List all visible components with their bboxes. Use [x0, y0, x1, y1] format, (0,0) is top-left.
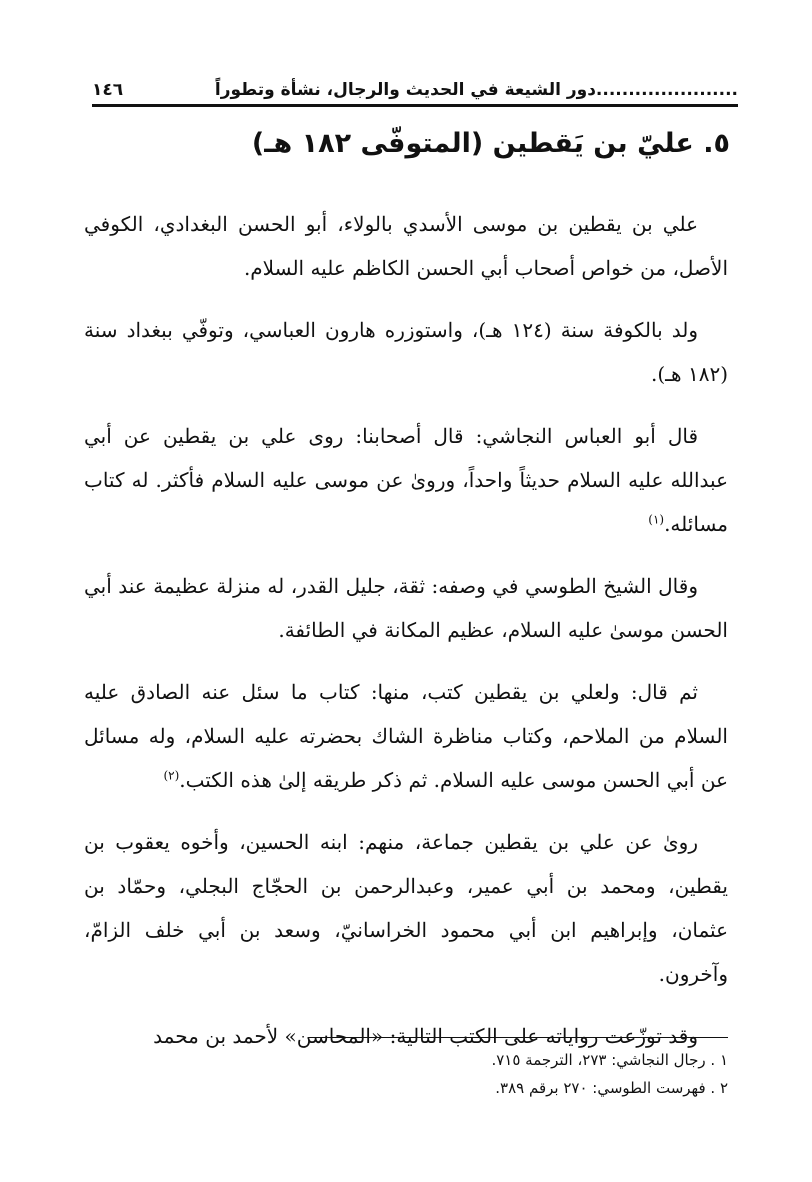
footnote: ٢ . فهرست الطوسي: ٢٧٠ برقم ٣٨٩.: [495, 1079, 728, 1097]
footnote-divider: [308, 1037, 728, 1038]
paragraph: ولد بالكوفة سنة (١٢٤ هـ)، واستوزره هارون العباسي، وتوفّي ببغداد سنة (١٨٢ هـ).: [84, 318, 728, 386]
paragraph-text: ثم قال: ولعلي بن يقطين كتب، منها: كتاب ما سئل عنه الصادق عليه السلام من الملاحم، وكتاب مناظرة الشاك بحضرته عليه السلام، وله مسائل عن أبي الحسن موسى عليه السلام. ثم ذكر طريقه إلىٰ هذه الكتب.: [84, 680, 728, 792]
footnote-ref[interactable]: (٢): [163, 768, 180, 783]
paragraph-with-footnote: [84, 670, 728, 802]
paragraph-text: قال أبو العباس النجاشي: قال أصحابنا: روى علي بن يقطين عن أبي عبدالله عليه السلام حديثاً واحداً، وروىٰ عن موسى عليه السلام فأكثر. له كتاب مسائله.: [84, 424, 728, 536]
paragraph-with-footnote: [84, 414, 728, 546]
footnote-ref[interactable]: (١): [648, 512, 665, 527]
page-number: ١٤٦: [92, 80, 124, 100]
running-header: [92, 66, 738, 107]
paragraph: روىٰ عن علي بن يقطين جماعة، منهم: ابنه الحسين، وأخوه يعقوب بن يقطين، ومحمد بن أبي عمير، وعبدالرحمن بن الحجّاج البجلي، وحمّاد بن عثمان، وإبراهيم ابن أبي محمود الخراسانيّ، وسعد بن أبي خلف الزامّ، وآخرون.: [84, 830, 728, 986]
body-text: [84, 202, 728, 1076]
section-heading: ٥. عليّ بن يَقطين (المتوفّى ١٨٢ هـ): [251, 128, 730, 159]
paragraph: وقال الشيخ الطوسي في وصفه: ثقة، جليل القدر، له منزلة عظيمة عند أبي الحسن موسىٰ عليه السلام، عظيم المكانة في الطائفة.: [84, 574, 728, 642]
paragraph: وقد توزّعت رواياته على الكتب التالية: «المحاسن» لأحمد بن محمد: [153, 1024, 698, 1048]
footnote: ١ . رجال النجاشي: ٢٧٣، الترجمة ٧١٥.: [491, 1051, 728, 1069]
footnotes: [300, 1046, 728, 1102]
paragraph: علي بن يقطين بن موسى الأسدي بالولاء، أبو الحسن البغدادي، الكوفي الأصل، من خواص أصحاب أبي الحسن الكاظم عليه السلام.: [84, 212, 728, 280]
running-title: ......................دور الشيعة في الحديث والرجال، نشأة وتطوراً: [214, 80, 738, 100]
